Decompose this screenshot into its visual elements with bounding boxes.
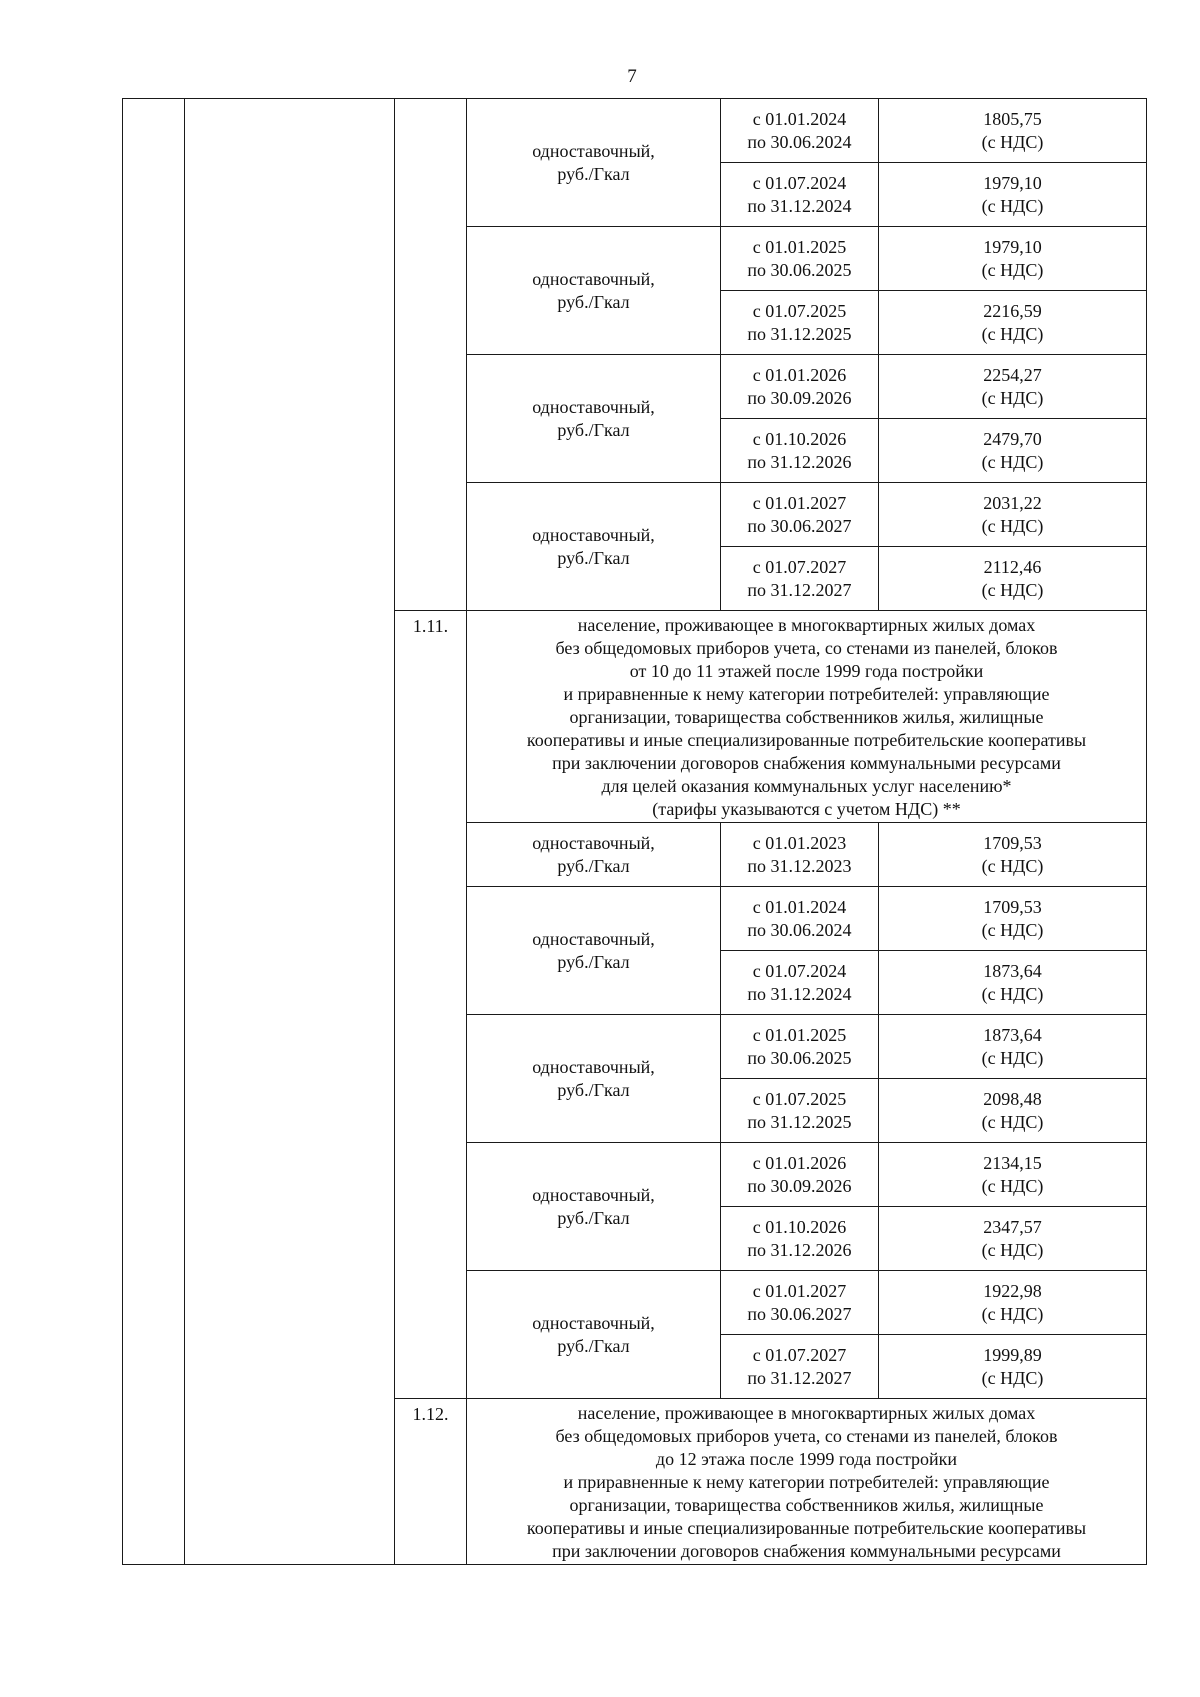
- period-to: по 30.09.2026: [747, 387, 852, 408]
- vat-note: (с НДС): [981, 323, 1044, 344]
- description-line: при заключении договоров снабжения коммунальными ресурсами: [552, 1541, 1061, 1561]
- tariff-table: [122, 98, 1147, 1565]
- tariff-type-label: одноставочный,: [532, 140, 655, 161]
- vat-note: (с НДС): [981, 1175, 1044, 1196]
- tariff-unit-label: руб./Гкал: [557, 1335, 630, 1356]
- tariff-unit-label: руб./Гкал: [557, 163, 630, 184]
- period-to: по 30.06.2024: [747, 131, 852, 152]
- period-to: по 30.06.2025: [747, 259, 852, 280]
- period-cell: [721, 547, 879, 611]
- period-cell: [721, 291, 879, 355]
- tariff-unit-cell: [467, 1271, 721, 1399]
- section-description-1-12: [467, 1399, 1147, 1565]
- tariff-value-cell: [879, 1335, 1147, 1399]
- tariff-value: 1979,10: [983, 236, 1042, 257]
- period-from: с 01.07.2025: [752, 1088, 847, 1109]
- period-to: по 30.06.2024: [747, 919, 852, 940]
- tariff-value-cell: [879, 1271, 1147, 1335]
- tariff-value: 2134,15: [983, 1152, 1042, 1173]
- period-from: с 01.07.2027: [752, 556, 847, 577]
- tariff-type-label: одноставочный,: [532, 268, 655, 289]
- period-from: с 01.01.2026: [752, 1152, 847, 1173]
- period-from: с 01.07.2024: [752, 960, 847, 981]
- vat-note: (с НДС): [981, 919, 1044, 940]
- tariff-unit-label: руб./Гкал: [557, 547, 630, 568]
- tariff-value-cell: [879, 823, 1147, 887]
- period-cell: [721, 419, 879, 483]
- description-line: кооперативы и иные специализированные потребительские кооперативы: [526, 730, 1087, 750]
- vat-note: (с НДС): [981, 855, 1044, 876]
- tariff-value-cell: [879, 547, 1147, 611]
- period-cell: [721, 1335, 879, 1399]
- period-from: с 01.01.2027: [752, 492, 847, 513]
- description-line: кооперативы и иные специализированные потребительские кооперативы: [526, 1518, 1087, 1538]
- tariff-unit-label: руб./Гкал: [557, 855, 630, 876]
- table-row: [123, 99, 1147, 163]
- period-to: по 31.12.2027: [747, 1367, 852, 1388]
- vat-note: (с НДС): [981, 1111, 1044, 1132]
- description-line: без общедомовых приборов учета, со стенами из панелей, блоков: [555, 638, 1058, 658]
- tariff-table-body: [123, 99, 1147, 1565]
- period-from: с 01.01.2025: [752, 1024, 847, 1045]
- tariff-value-cell: [879, 227, 1147, 291]
- period-cell: [721, 1271, 879, 1335]
- period-to: по 31.12.2023: [747, 855, 852, 876]
- period-from: с 01.07.2025: [752, 300, 847, 321]
- tariff-value-cell: [879, 163, 1147, 227]
- tariff-value-cell: [879, 419, 1147, 483]
- tariff-type-label: одноставочный,: [532, 1056, 655, 1077]
- period-to: по 31.12.2024: [747, 195, 852, 216]
- description-line: организации, товарищества собственников жилья, жилищные: [569, 1495, 1044, 1515]
- vat-note: (с НДС): [981, 1239, 1044, 1260]
- vat-note: (с НДС): [981, 131, 1044, 152]
- section-description-1-11: [467, 611, 1147, 823]
- description-line: население, проживающее в многоквартирных жилых домах: [577, 615, 1036, 635]
- description-line: (тарифы указываются с учетом НДС) **: [652, 799, 961, 819]
- vat-note: (с НДС): [981, 259, 1044, 280]
- description-line: при заключении договоров снабжения коммунальными ресурсами: [552, 753, 1061, 773]
- tariff-unit-label: руб./Гкал: [557, 1079, 630, 1100]
- tariff-value-cell: [879, 99, 1147, 163]
- tariff-value: 1873,64: [983, 1024, 1042, 1045]
- page-number: 7: [627, 66, 637, 87]
- tariff-unit-label: руб./Гкал: [557, 1207, 630, 1228]
- vat-note: (с НДС): [981, 451, 1044, 472]
- tariff-unit-cell: [467, 1015, 721, 1143]
- period-cell: [721, 951, 879, 1015]
- tariff-value: 1999,89: [983, 1344, 1042, 1365]
- tariff-unit-cell: [467, 227, 721, 355]
- period-from: с 01.01.2025: [752, 236, 847, 257]
- tariff-unit-cell: [467, 1143, 721, 1271]
- period-to: по 30.09.2026: [747, 1175, 852, 1196]
- period-cell: [721, 1207, 879, 1271]
- period-to: по 31.12.2027: [747, 579, 852, 600]
- period-cell: [721, 227, 879, 291]
- period-from: с 01.10.2026: [752, 428, 847, 449]
- period-to: по 31.12.2026: [747, 451, 852, 472]
- tariff-value-cell: [879, 1207, 1147, 1271]
- description-line: и приравненные к нему категории потребителей: управляющие: [563, 1472, 1050, 1492]
- tariff-value: 1709,53: [983, 832, 1042, 853]
- period-cell: [721, 823, 879, 887]
- vat-note: (с НДС): [981, 1367, 1044, 1388]
- tariff-unit-label: руб./Гкал: [557, 419, 630, 440]
- tariff-unit-label: руб./Гкал: [557, 291, 630, 312]
- vat-note: (с НДС): [981, 1047, 1044, 1068]
- row-number-column: [123, 99, 185, 1565]
- tariff-type-label: одноставочный,: [532, 396, 655, 417]
- tariff-value: 2098,48: [983, 1088, 1042, 1109]
- tariff-unit-cell: [467, 483, 721, 611]
- vat-note: (с НДС): [981, 515, 1044, 536]
- period-from: с 01.01.2027: [752, 1280, 847, 1301]
- period-to: по 31.12.2025: [747, 323, 852, 344]
- period-from: с 01.10.2026: [752, 1216, 847, 1237]
- period-cell: [721, 1079, 879, 1143]
- period-cell: [721, 483, 879, 547]
- period-from: с 01.01.2026: [752, 364, 847, 385]
- description-line: и приравненные к нему категории потребителей: управляющие: [563, 684, 1050, 704]
- description-line: без общедомовых приборов учета, со стенами из панелей, блоков: [555, 1426, 1058, 1446]
- tariff-value: 2347,57: [983, 1216, 1042, 1237]
- tariff-value: 2112,46: [983, 556, 1042, 577]
- vat-note: (с НДС): [981, 983, 1044, 1004]
- tariff-unit-cell: [467, 99, 721, 227]
- tariff-value: 1709,53: [983, 896, 1042, 917]
- tariff-unit-cell: [467, 887, 721, 1015]
- period-cell: [721, 99, 879, 163]
- description-line: до 12 этажа после 1999 года постройки: [655, 1449, 958, 1469]
- section-number-cell: [395, 99, 467, 611]
- tariff-value-cell: [879, 951, 1147, 1015]
- tariff-type-label: одноставочный,: [532, 832, 655, 853]
- tariff-value-cell: [879, 887, 1147, 951]
- description-line: от 10 до 11 этажей после 1999 года постройки: [629, 661, 984, 681]
- tariff-value-cell: [879, 1079, 1147, 1143]
- vat-note: (с НДС): [981, 195, 1044, 216]
- tariff-value: 2031,22: [983, 492, 1042, 513]
- description-line: население, проживающее в многоквартирных жилых домах: [577, 1403, 1036, 1423]
- description-line: организации, товарищества собственников жилья, жилищные: [569, 707, 1044, 727]
- period-to: по 30.06.2027: [747, 515, 852, 536]
- period-cell: [721, 1143, 879, 1207]
- period-from: с 01.01.2023: [752, 832, 847, 853]
- tariff-value-cell: [879, 1143, 1147, 1207]
- tariff-value: 1922,98: [983, 1280, 1042, 1301]
- tariff-value-cell: [879, 291, 1147, 355]
- period-from: с 01.07.2027: [752, 1344, 847, 1365]
- tariff-value-cell: [879, 355, 1147, 419]
- section-number-1-11: 1.11.: [395, 611, 467, 1399]
- tariff-value-cell: [879, 1015, 1147, 1079]
- vat-note: (с НДС): [981, 579, 1044, 600]
- tariff-unit-cell: [467, 823, 721, 887]
- tariff-value: 1873,64: [983, 960, 1042, 981]
- tariff-value: 1979,10: [983, 172, 1042, 193]
- description-line: для целей оказания коммунальных услуг населению*: [601, 776, 1012, 796]
- period-to: по 31.12.2026: [747, 1239, 852, 1260]
- tariff-value: 2479,70: [983, 428, 1042, 449]
- period-cell: [721, 163, 879, 227]
- tariff-type-label: одноставочный,: [532, 524, 655, 545]
- tariff-type-label: одноставочный,: [532, 1312, 655, 1333]
- period-from: с 01.01.2024: [752, 896, 847, 917]
- period-cell: [721, 355, 879, 419]
- tariff-type-label: одноставочный,: [532, 928, 655, 949]
- tariff-value: 1805,75: [983, 108, 1042, 129]
- period-cell: [721, 887, 879, 951]
- vat-note: (с НДС): [981, 387, 1044, 408]
- tariff-type-label: одноставочный,: [532, 1184, 655, 1205]
- period-to: по 30.06.2025: [747, 1047, 852, 1068]
- period-from: с 01.01.2024: [752, 108, 847, 129]
- tariff-value: 2216,59: [983, 300, 1042, 321]
- period-to: по 31.12.2024: [747, 983, 852, 1004]
- tariff-unit-cell: [467, 355, 721, 483]
- tariff-unit-label: руб./Гкал: [557, 951, 630, 972]
- tariff-value-cell: [879, 483, 1147, 547]
- section-number-1-12: 1.12.: [395, 1399, 467, 1565]
- period-to: по 30.06.2027: [747, 1303, 852, 1324]
- vat-note: (с НДС): [981, 1303, 1044, 1324]
- consumer-group-column: [185, 99, 395, 1565]
- period-from: с 01.07.2024: [752, 172, 847, 193]
- period-cell: [721, 1015, 879, 1079]
- period-to: по 31.12.2025: [747, 1111, 852, 1132]
- tariff-value: 2254,27: [983, 364, 1042, 385]
